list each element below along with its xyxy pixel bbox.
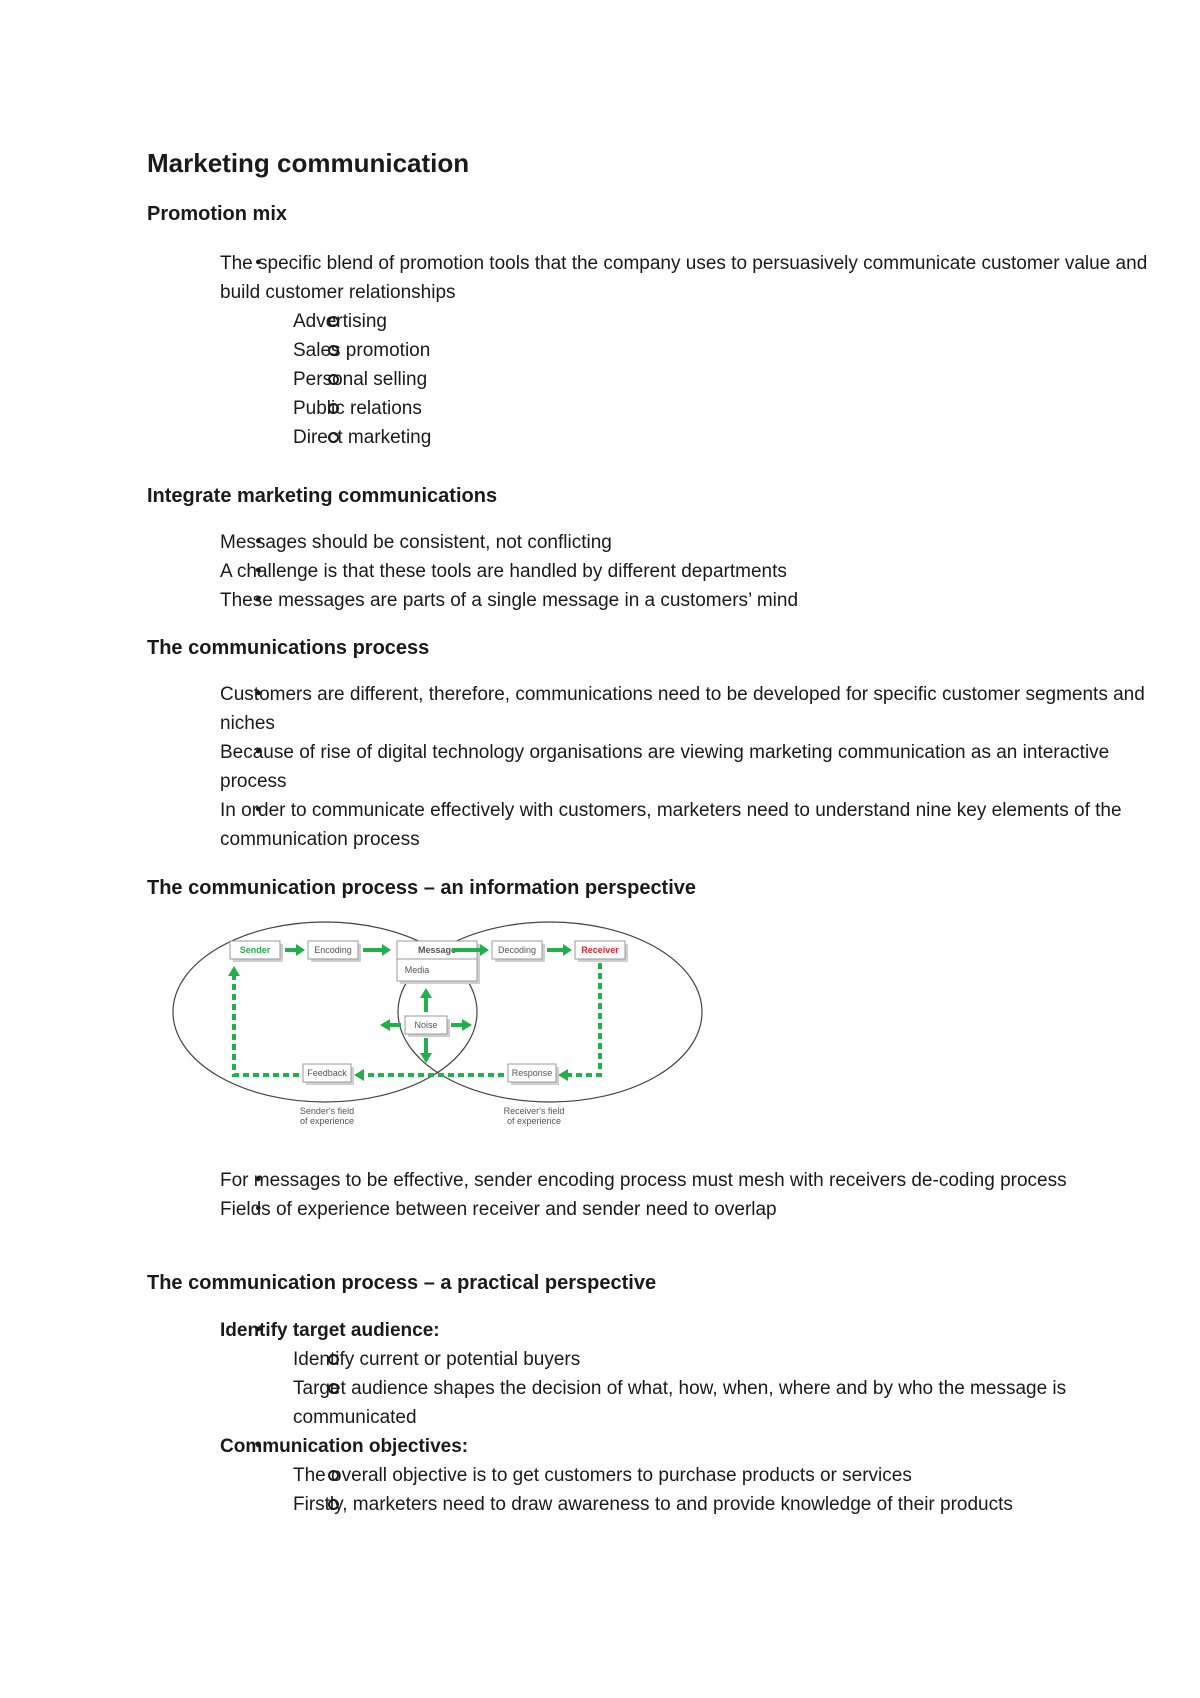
receiver-field-label-1: Receiver's field [503, 1106, 565, 1116]
list-item [220, 1316, 1180, 1432]
heading-promotion-mix: Promotion mix [147, 203, 288, 225]
imc-list [147, 528, 1180, 615]
list-item [293, 307, 1180, 336]
feedback-label: Feedback [307, 1068, 347, 1078]
tool-personal-selling: Personal selling [293, 369, 428, 390]
list-item: ● In order to communicate effectively with customers, marketers need to understand nine key elements of the communication process [220, 796, 1180, 854]
list-item [220, 249, 1180, 452]
list-item: Target audience shapes the decision of what, how, when, where and by who the message is communicated [293, 1374, 1180, 1432]
list-item-text: The specific blend of promotion tools that the company uses to persuasively communicate customer value and build customer relationships [220, 253, 1148, 303]
receiver-box [575, 941, 628, 962]
noise-box [405, 1016, 450, 1037]
item-label-communication-objectives: Communication objectives: [220, 1436, 469, 1457]
list-item: ● Because of rise of digital technology organisations are viewing marketing communication as an interactive process [220, 738, 1180, 796]
sender-field-label-1: Sender's field [299, 1106, 355, 1116]
tool-direct-marketing: Direct marketing [293, 427, 432, 448]
list-item [293, 423, 1180, 452]
practical-list [147, 1316, 1180, 1519]
response-label: Response [511, 1068, 553, 1078]
tool-public-relations: Public relations [293, 398, 422, 419]
list-item [293, 394, 1180, 423]
objectives-sublist [220, 1461, 1180, 1519]
encoding-label: Encoding [314, 945, 352, 955]
receiver-label: Receiver [581, 945, 619, 955]
list-item: The overall objective is to get customers to purchase products or services [293, 1461, 1180, 1490]
decoding-label: Decoding [497, 945, 537, 955]
noise-label: Noise [414, 1020, 438, 1030]
heading-imc: Integrate marketing communications [147, 485, 498, 507]
sender-field-label-2: of experience [299, 1116, 355, 1126]
list-item [220, 1432, 1180, 1519]
info-perspective-list [147, 1166, 1180, 1224]
list-item: Identify current or potential buyers [293, 1345, 1180, 1374]
list-item: ● Customers are different, therefore, communications need to be developed for specific customer segments and niches [220, 680, 1180, 738]
sender-label: Sender [239, 945, 271, 955]
message-label: Message [417, 945, 457, 955]
promotion-mix-list [147, 249, 1180, 452]
list-item: ● Fields of experience between receiver and sender need to overlap [220, 1195, 1180, 1224]
heading-communications-process: The communications process [147, 637, 430, 659]
tool-advertising: Advertising [293, 311, 387, 332]
media-label: Media [404, 965, 430, 975]
receiver-field-label-2: of experience [506, 1116, 562, 1126]
sender-box [230, 941, 283, 962]
list-item: Firstly, marketers need to draw awareness to and provide knowledge of their products [293, 1490, 1180, 1519]
tool-sales-promotion: Sales promotion [293, 340, 431, 361]
process-list [147, 680, 1180, 854]
decoding-box [492, 941, 545, 962]
list-item: ● Messages should be consistent, not conflicting [220, 528, 1180, 557]
feedback-box [303, 1064, 354, 1085]
message-media-box [397, 941, 480, 984]
communication-process-diagram [172, 918, 712, 1136]
list-item: ● For messages to be effective, sender encoding process must mesh with receivers de-coding process [220, 1166, 1180, 1195]
item-label-target-audience: Identify target audience: [220, 1320, 440, 1341]
heading-information-perspective: The communication process – an information perspective [147, 877, 697, 899]
list-item: ● These messages are parts of a single message in a customers’ mind [220, 586, 1180, 615]
list-item [293, 365, 1180, 394]
list-item [293, 336, 1180, 365]
document-title: Marketing communication [147, 148, 470, 178]
target-audience-sublist [220, 1345, 1180, 1432]
list-item: ● A challenge is that these tools are handled by different departments [220, 557, 1180, 586]
heading-practical-perspective: The communication process – a practical perspective [147, 1272, 657, 1294]
response-box [508, 1064, 559, 1085]
promotion-tools-list [220, 307, 1180, 452]
encoding-box [308, 941, 361, 962]
